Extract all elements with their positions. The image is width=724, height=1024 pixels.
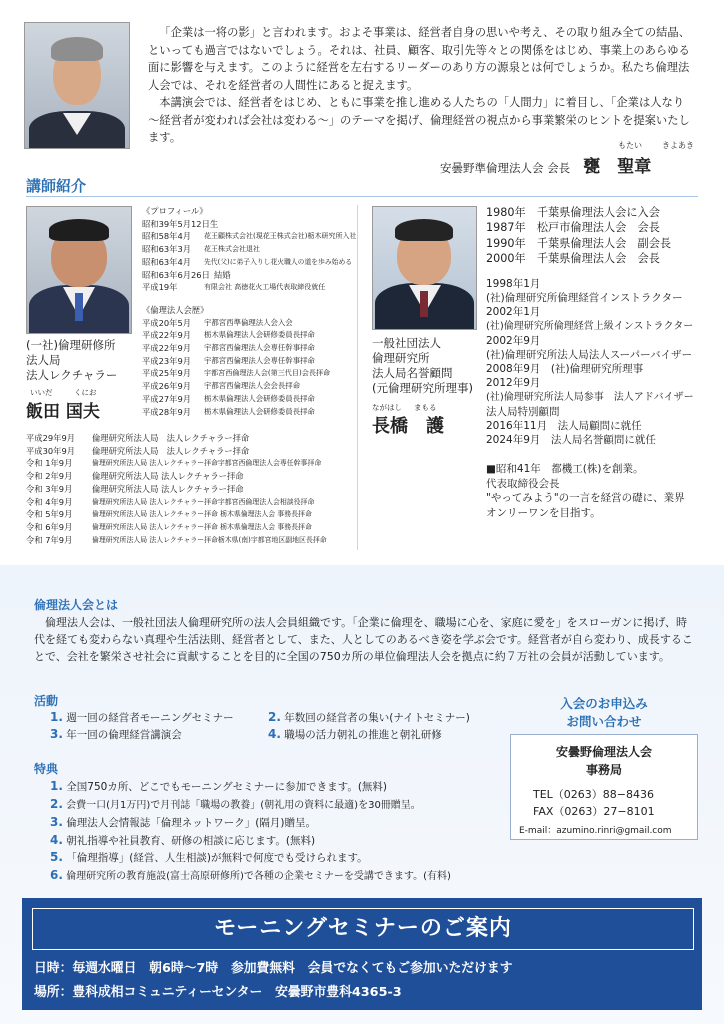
benefit-item: 6. 倫理研究所の教育施設(富士高原研修所)で各種の企業セミナーを受講できます。(有料) <box>50 867 451 882</box>
career-row: 2002年9月 <box>486 334 541 347</box>
rinri-label: 《倫理法人会歴》 <box>142 304 209 315</box>
morning-seminar-banner <box>22 898 702 1010</box>
history-row: 1980年 千葉県倫理法人会に入会 <box>486 206 660 219</box>
rinri-row: 平成23年9月 宇都宮西倫理法人会専任幹事拝命 <box>142 355 315 366</box>
profile-row <box>142 269 352 282</box>
profile-date: 昭和63年3月 <box>142 244 192 255</box>
speaker1-title-line: 法人局 <box>26 353 61 367</box>
speaker1-lecturer-history <box>26 432 356 546</box>
speaker2-title-line: 倫理研究所 <box>372 351 430 365</box>
activity-item: 4. 職場の活力朝礼の推進と朝礼研修 <box>268 726 442 741</box>
profile-row <box>142 281 352 294</box>
contact-tel: TEL（0263）88−8436 <box>533 788 654 801</box>
history-row: 2000年 千葉県倫理法人会 会長 <box>486 252 660 266</box>
signature <box>440 140 700 177</box>
benefit-item: 3. 倫理法人会情報誌「倫理ネットワーク」(隔月)贈呈。 <box>50 815 316 830</box>
activity-item: 2. 年数回の経営者の集い(ナイトセミナー) <box>268 710 470 724</box>
rinri-row: 平成28年9月 栃木県倫理法人会研修委員長拝命 <box>142 406 315 417</box>
president-photo <box>24 22 130 149</box>
activities-list <box>50 710 500 743</box>
profile-date: 昭和63年4月 <box>142 256 192 267</box>
speaker2-title-line: (元倫理研究所理事) <box>372 381 473 395</box>
business-row: 代表取締役会長 <box>486 477 560 490</box>
lecturer-row: 令和 5年9月 倫理研究所法人局 法人レクチャラー拝命 栃木県倫理法人会 事務長拝命 <box>26 509 312 520</box>
business-row: ■昭和41年 都機工(株)を創業。 <box>486 463 644 475</box>
history-row: 1990年 千葉県倫理法人会 副会長 <box>486 236 672 250</box>
speaker1-title-line: 法人レクチャラー <box>26 368 118 382</box>
career-row: (社)倫理研究所法人局法人スーパーバイザー <box>486 349 693 362</box>
career-row: (社)倫理研究所倫理経営上級インストラクター <box>486 320 694 332</box>
benefit-item: 4. 朝礼指導や社員教育、研修の相談に応じます。(無料) <box>50 832 316 847</box>
speaker2-photo <box>372 206 477 330</box>
rinri-row: 平成22年9月 栃木県倫理法人会研修委員長拝命 <box>142 330 315 341</box>
profile-row <box>142 230 357 243</box>
lecturer-row: 平成29年9月 倫理研究所法人局 法人レクチャラー拝命 <box>26 433 250 443</box>
banner-schedule: 日時：毎週水曜日 朝6時〜7時 参加費無料 会員でなくてもご参加いただけます <box>34 961 513 976</box>
profile-date: 昭和58年4月 <box>142 231 192 242</box>
rinri-row: 平成26年9月 宇都宮西倫理法人会会長拝命 <box>142 381 301 392</box>
rinri-row: 平成20年5月 宇都宮西準倫理法人会入会 <box>142 317 293 328</box>
career-row: 1998年1月 <box>486 278 541 290</box>
lecturer-row: 令和 7年9月 倫理研究所法人局 法人レクチャラー拝命栃木県(南)宇都宮地区副地区長拝命 <box>26 534 327 545</box>
contact-box <box>510 734 698 840</box>
benefit-item: 5. 「倫理指導」(経営、人生相談)が無料で何度でも受けられます。 <box>50 850 368 865</box>
rinri-row: 平成25年9月 宇都宮西倫理法人会(第三代目)会長拝命 <box>142 368 331 379</box>
profile-text: 有限会社 高徳花火工場代表取締役就任 <box>204 283 326 292</box>
heading-rule <box>26 196 698 197</box>
career-row: (社)倫理研究所法人局参事 法人アドバイザー <box>486 391 694 403</box>
speaker1-title <box>26 338 117 383</box>
profile-date: 昭和39年5月12日生 <box>142 218 219 229</box>
about-body: 倫理法人会は、一般社団法人倫理研究所の法人会員組織です。「企業に倫理を、職場に心を、家庭に愛を」をスローガンに掲げ、時代を経ても変わらない真理や生活法則、経営者として、また、人としてのあるべき姿を学ぶ会です。経営者が自ら変わり、成長することで、会社を繁栄させ社会に貢献することを目的に全国の750カ所の単位倫理法人会を拠点に約７万社の会員が活動しています。 <box>34 616 693 663</box>
profile-date: 昭和63年6月26日 <box>142 269 210 280</box>
profile-date: 平成19年 <box>142 282 178 293</box>
career-row: 2002年1月 <box>486 306 541 319</box>
activities-title: 活動 <box>34 694 59 708</box>
profile-text: 花王株式会社退社 <box>204 245 260 254</box>
lecturer-row: 令和 6年9月 倫理研究所法人局 法人レクチャラー拝命 栃木県倫理法人会 事務長拝命 <box>26 521 312 532</box>
about-title: 倫理法人会とは <box>34 598 119 612</box>
history-row: 1987年 松戸市倫理法人会 会長 <box>486 221 660 235</box>
activity-item: 3. 年一回の倫理経営講演会 <box>50 726 182 741</box>
signature-name: 甕 聖章 <box>583 157 652 177</box>
business-row: オンリーワンを目指す。 <box>486 506 601 519</box>
lecturer-row: 令和 3年9月 倫理研究所法人局 法人レクチャラー拝命 <box>26 483 244 494</box>
career-row: 2012年9月 <box>486 377 541 390</box>
speaker1-ruby-2: くにお <box>74 388 97 397</box>
profile-label: 《プロフィール》 <box>142 206 208 216</box>
speaker2-title <box>372 336 473 396</box>
contact-office: 事務局 <box>585 763 622 777</box>
career-row: 2024年9月 法人局名誉顧問に就任 <box>486 434 656 447</box>
lecturer-row: 平成30年9月 倫理研究所法人局 法人レクチャラー拝命 <box>26 445 250 456</box>
speaker2-name: 長橋 護 <box>372 416 444 437</box>
profile-text: 先代(父)に弟子入りし花火職人の道を歩み始める <box>204 257 353 266</box>
rinri-row: 平成22年9月 宇都宮西倫理法人会専任幹事拝命 <box>142 343 315 354</box>
benefits-list <box>50 778 510 886</box>
speaker2-ruby-2: まもる <box>414 403 437 412</box>
activity-item: 1. 週一回の経営者モーニングセミナー <box>50 710 234 724</box>
profile-row <box>142 256 352 269</box>
benefits-title: 特典 <box>34 762 59 776</box>
speaker1-title-line: (一社)倫理研修所 <box>26 338 116 352</box>
signature-ruby-1: もたい <box>618 141 642 150</box>
speakers-heading: 講師紹介 <box>26 177 87 195</box>
signature-ruby-2: きよあき <box>662 141 694 150</box>
speaker1-profile <box>142 205 357 418</box>
speaker2-career <box>486 277 706 447</box>
career-row: 2016年11月 法人局顧問に就任 <box>486 420 642 433</box>
banner-title-box <box>32 908 694 950</box>
benefit-item: 2. 会費一口(月1万円)で月刊誌「職場の教養」(朝礼用の資料に最適)を30冊贈呈。 <box>50 796 421 811</box>
speaker2-history <box>486 205 706 267</box>
rinri-row: 平成27年9月 栃木県倫理法人会研修委員長拝命 <box>142 393 315 404</box>
column-divider <box>357 205 358 550</box>
contact-title-1: 入会のお申込み <box>560 696 648 711</box>
contact-email[interactable]: E-mail：azumino.rinri@gmail.com <box>519 826 672 836</box>
signature-org: 安曇野準倫理法人会 会長 <box>440 161 571 175</box>
speaker2-title-line: 一般社団法人 <box>372 336 441 350</box>
lecturer-row: 令和 2年9月 倫理研究所法人局 法人レクチャラー拝命 <box>26 471 244 482</box>
contact-org: 安曇野倫理法人会 <box>555 745 652 759</box>
banner-title: モーニングセミナーのご案内 <box>214 916 512 941</box>
profile-text: 結婚 <box>214 269 231 280</box>
profile-row <box>142 243 352 256</box>
lecturer-row: 令和 1年9月 倫理研究所法人局 法人レクチャラー拝命宇都宮西倫理法人会専任幹事拝命 <box>26 458 322 469</box>
speaker1-photo <box>26 206 132 334</box>
speaker2-ruby-1: ながはし <box>372 403 402 412</box>
intro-paragraph-2: 本講演会では、経営者をはじめ、ともに事業を推し進める人たちの「人間力」に着目し、「企業は人なり ～経営者が変われば会社は変わる～」のテーマを掲げ、倫理経営の視点から事業繁栄のヒントを提案いたします。 <box>148 96 696 144</box>
profile-row <box>142 218 352 231</box>
intro-paragraph-1: 「企業は一将の影」と言われます。およそ事業は、経営者自身の思いや考え、その取り組み全ての結晶、といっても過言ではないでしょう。それは、社員、顧客、取引先等々との関係をはじめ、事業上のあらゆる面に影響を与えます。このように経営を左右するリーダーのあり方の源泉とは何でしょうか。私たち倫理法人会では、それを経営者の人間性にあると捉えます。 <box>148 26 691 92</box>
business-row: "やってみよう"の一言を経営の礎に、業界 <box>486 492 685 504</box>
speaker1-name: 飯田 国夫 <box>26 402 100 422</box>
career-row: 2008年9月 (社)倫理研究所理事 <box>486 363 644 376</box>
career-row: (社)倫理研究所倫理経営インストラクター <box>486 292 683 305</box>
speaker2-business <box>486 462 706 520</box>
contact-title-2: お問い合わせ <box>566 714 642 729</box>
intro-text <box>148 24 696 147</box>
career-row: 法人局特別顧問 <box>486 405 560 418</box>
profile-text: 花王顧株式会社(現花王株式会社)栃木研究所入社 <box>204 232 357 241</box>
lecturer-row: 令和 4年9月 倫理研究所法人局 法人レクチャラー拝命宇都宮西倫理法人会相談役拝命 <box>26 496 315 507</box>
contact-fax: FAX（0263）27−8101 <box>533 805 655 818</box>
banner-location: 場所：豊科成相コミュニティーセンター 安曇野市豊科4365-3 <box>34 985 402 1000</box>
speaker2-title-line: 法人局名誉顧問 <box>372 366 453 380</box>
benefit-item: 1. 全国750カ所、どこでもモーニングセミナーに参加できます。(無料) <box>50 779 388 793</box>
speaker1-ruby-1: いいだ <box>30 388 53 397</box>
